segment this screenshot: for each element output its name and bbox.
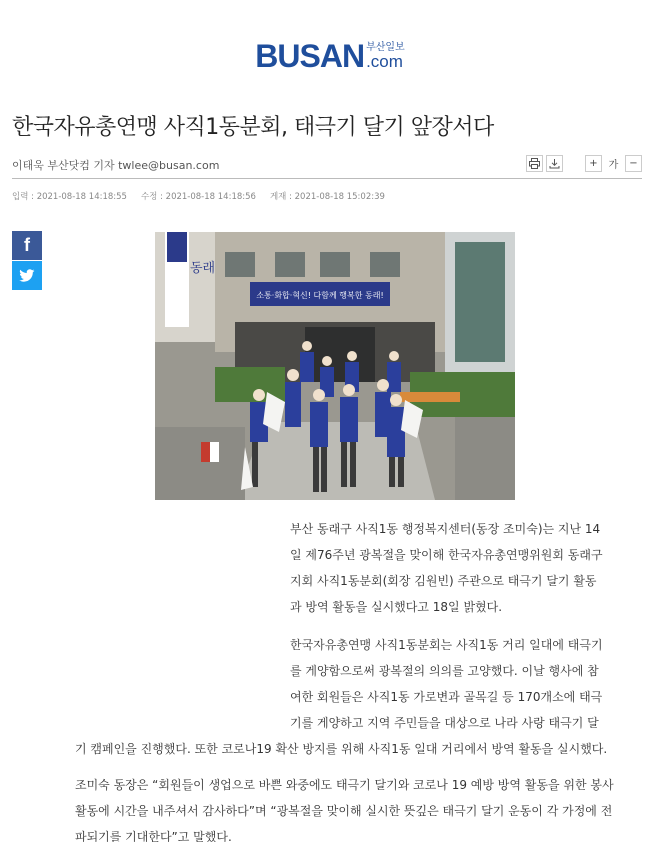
article-tools [526, 155, 642, 172]
photo-illustration [155, 232, 515, 500]
twitter-icon [19, 269, 35, 283]
font-size-label: 가 [608, 160, 619, 171]
logo-com: .com [366, 52, 403, 71]
text-line: 활동에 시간을 내주셔서 감사하다”며 “광복절을 맞이해 실시한 뜻깊은 태극기 달기 운동이 각 가정에 전 [75, 804, 613, 818]
article-paragraph-1 [290, 516, 645, 620]
text-line: 조미숙 동장은 “회원들이 생업으로 바쁜 와중에도 태극기 달기와 코로나 19 예방 방역 활동을 위한 봉사 [75, 778, 614, 792]
text-line: 부산 동래구 사직1동 행정복지센터(동장 조미숙)는 지난 14 [290, 522, 601, 536]
download-icon [549, 158, 560, 169]
facebook-icon: f [24, 235, 30, 255]
logo-side [366, 38, 405, 70]
print-icon [529, 158, 540, 169]
text-line: 과 방역 활동을 실시했다고 18일 밝혔다. [290, 600, 503, 614]
logo-korean: 부산일보 [366, 42, 405, 53]
download-button[interactable] [546, 155, 563, 172]
text-line: 한국자유총연맹 사직1동분회는 사직1동 거리 일대에 태극기 [290, 638, 603, 652]
title-divider [12, 178, 642, 179]
logo-wordmark: BUSAN [255, 38, 365, 74]
text-line: 여한 회원들은 사직1동 가로변과 골목길 등 170개소에 태극 [290, 690, 603, 704]
photo-banner-text: 소통·화합·혁신! 다함께 행복한 동래! [256, 291, 384, 300]
article-dates [12, 190, 385, 202]
text-line: 를 게양함으로써 광복절의 의의를 고양했다. 이날 행사에 참 [290, 664, 599, 678]
twitter-share-button[interactable] [12, 261, 42, 290]
text-line: 지회 사직1동분회(회장 김원빈) 주관으로 태극기 달기 활동 [290, 574, 597, 588]
published-date: 게재 : 2021-08-18 15:02:39 [269, 192, 385, 202]
site-logo[interactable] [0, 38, 660, 78]
font-decrease-button[interactable]: − [625, 155, 642, 172]
article-byline: 이태욱 부산닷컴 기자 twlee@busan.com [12, 159, 220, 172]
article-paragraph-3 [75, 772, 645, 842]
text-line: 일 제76주년 광복절을 맞이해 한국자유총연맹위원회 동래구 [290, 548, 603, 562]
text-line: 기를 게양하고 지역 주민들을 대상으로 나라 사랑 태극기 달 [290, 716, 599, 730]
text-line: 기 캠페인을 진행했다. 또한 코로나19 확산 방지를 위해 사직1동 일대 거리에서 방역 활동을 실시했다. [75, 742, 608, 756]
article-photo [155, 232, 515, 500]
photo-side-banner: 동래 [190, 261, 216, 276]
article-paragraph-2 [75, 632, 645, 762]
modified-date: 수정 : 2021-08-18 14:18:56 [140, 192, 256, 202]
print-button[interactable] [526, 155, 543, 172]
tools-spacer [566, 155, 582, 172]
facebook-share-button[interactable] [12, 231, 42, 260]
font-increase-button[interactable]: + [585, 155, 602, 172]
article-title: 한국자유총연맹 사직1동분회, 태극기 달기 앞장서다 [12, 115, 494, 140]
input-date: 입력 : 2021-08-18 14:18:55 [12, 192, 127, 202]
text-line: 파되기를 기대한다”고 말했다. [75, 830, 232, 842]
